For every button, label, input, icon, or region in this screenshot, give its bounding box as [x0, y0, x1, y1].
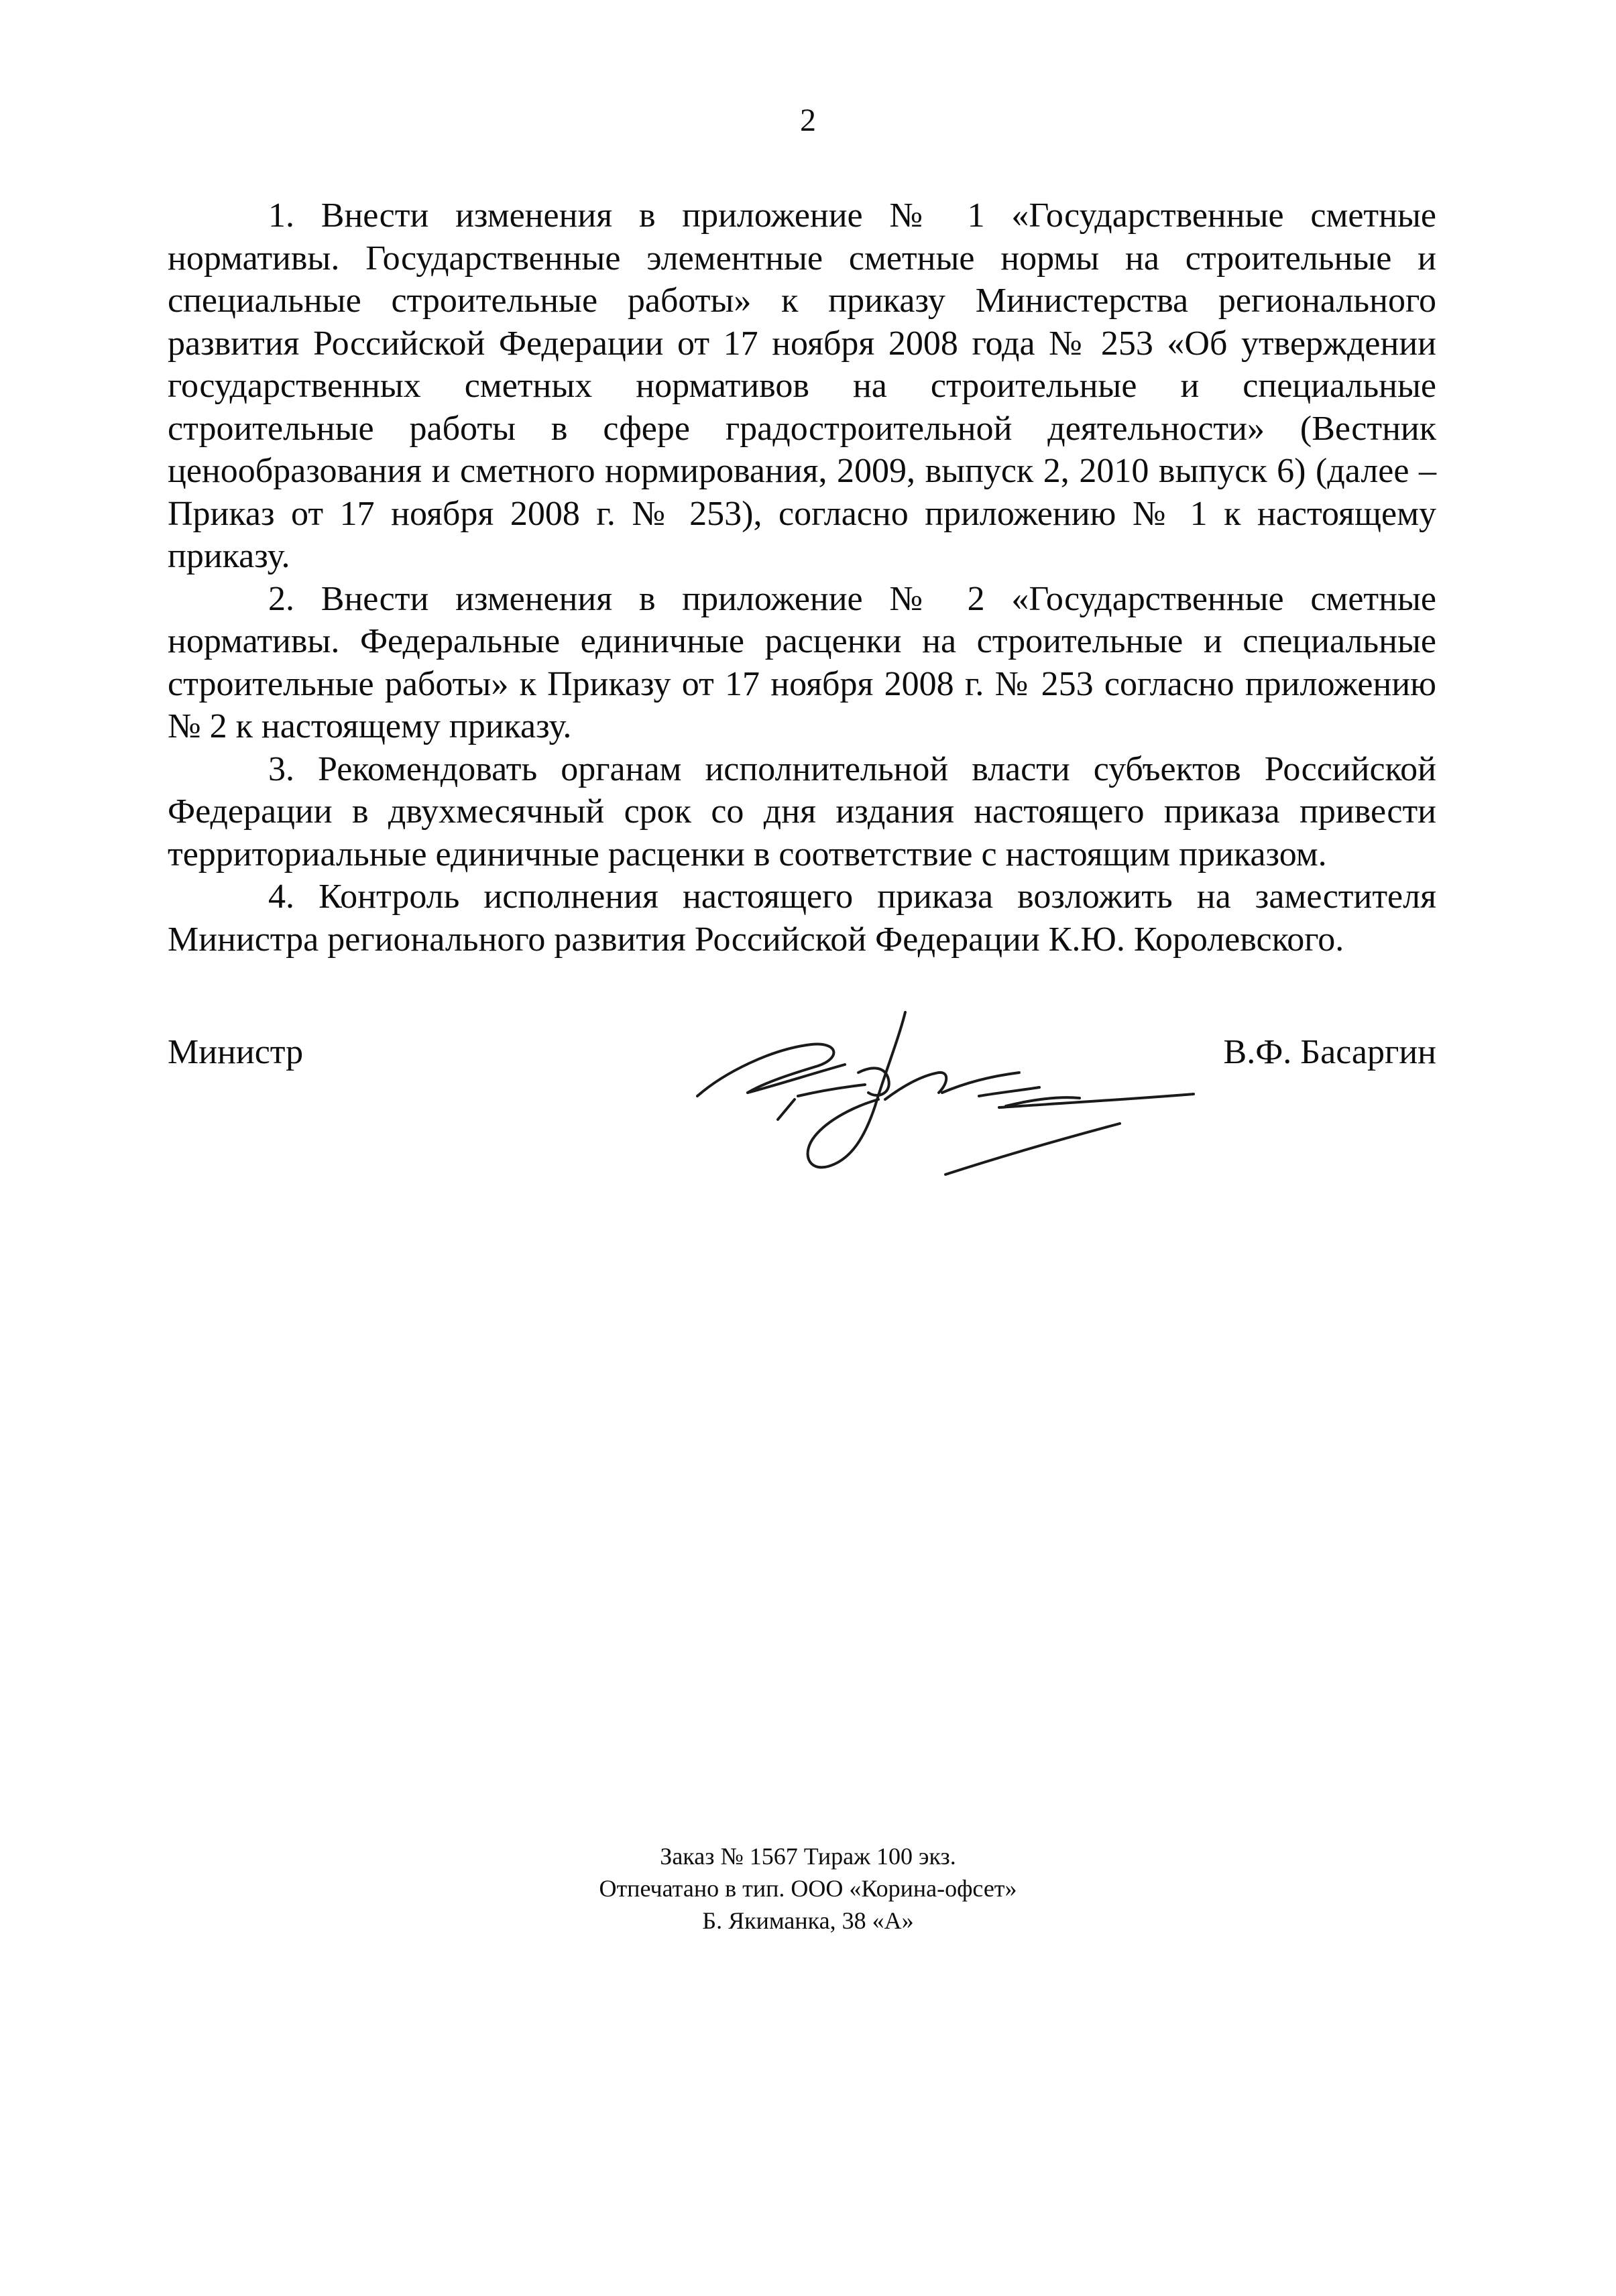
imprint-address-line: Б. Якиманка, 38 «А» — [702, 1907, 914, 1934]
imprint-printer-line: Отпечатано в тип. ООО «Корина-офсет» — [599, 1875, 1017, 1902]
handwritten-signature — [684, 999, 1274, 1193]
paragraph-4: 4. Контроль исполнения настоящего приказа возложить на заместителя Министра регионального развития Российской Федерации К.Ю. Королевского. — [168, 878, 1436, 959]
paragraph-2: 2. Внести изменения в приложение № 2 «Государственные сметные нормативы. Федеральные единичные расценки на строительные и специальные строительные работы» к Приказу от 17 ноября 2008 г. № 253 согласно приложению № 2 к настоящему приказу. — [168, 579, 1436, 745]
signer-position: Министр — [168, 1033, 304, 1071]
imprint-order-line: Заказ № 1567 Тираж 100 экз. — [660, 1843, 956, 1870]
order-body — [168, 194, 1436, 961]
page-number: 2 — [800, 103, 816, 138]
paragraph-1: 1. Внести изменения в приложение № 1 «Государственные сметные нормативы. Государственные элементные сметные нормы на строительные и специальные строительные работы» к приказу Министерства регионального развития Российской Федерации от 17 ноября 2008 года № 253 «Об утверждении государственных сметных нормативов на строительные и специальные строительные работы в сфере градостроительной деятельности» (Вестник ценообразования и сметного нормирования, 2009, выпуск 2, 2010 выпуск 6) (далее – Приказ от 17 ноября 2008 г. № 253), согласно приложению № 1 к настоящему приказу. — [168, 196, 1436, 575]
print-imprint — [0, 1840, 1616, 1937]
paragraph-3: 3. Рекомендовать органам исполнительной власти субъектов Российской Федерации в двухмесячный срок со дня издания настоящего приказа привести территориальные единичные расценки в соответствие с настоящим приказом. — [168, 749, 1436, 873]
signer-name: В.Ф. Басаргин — [1223, 1033, 1436, 1071]
